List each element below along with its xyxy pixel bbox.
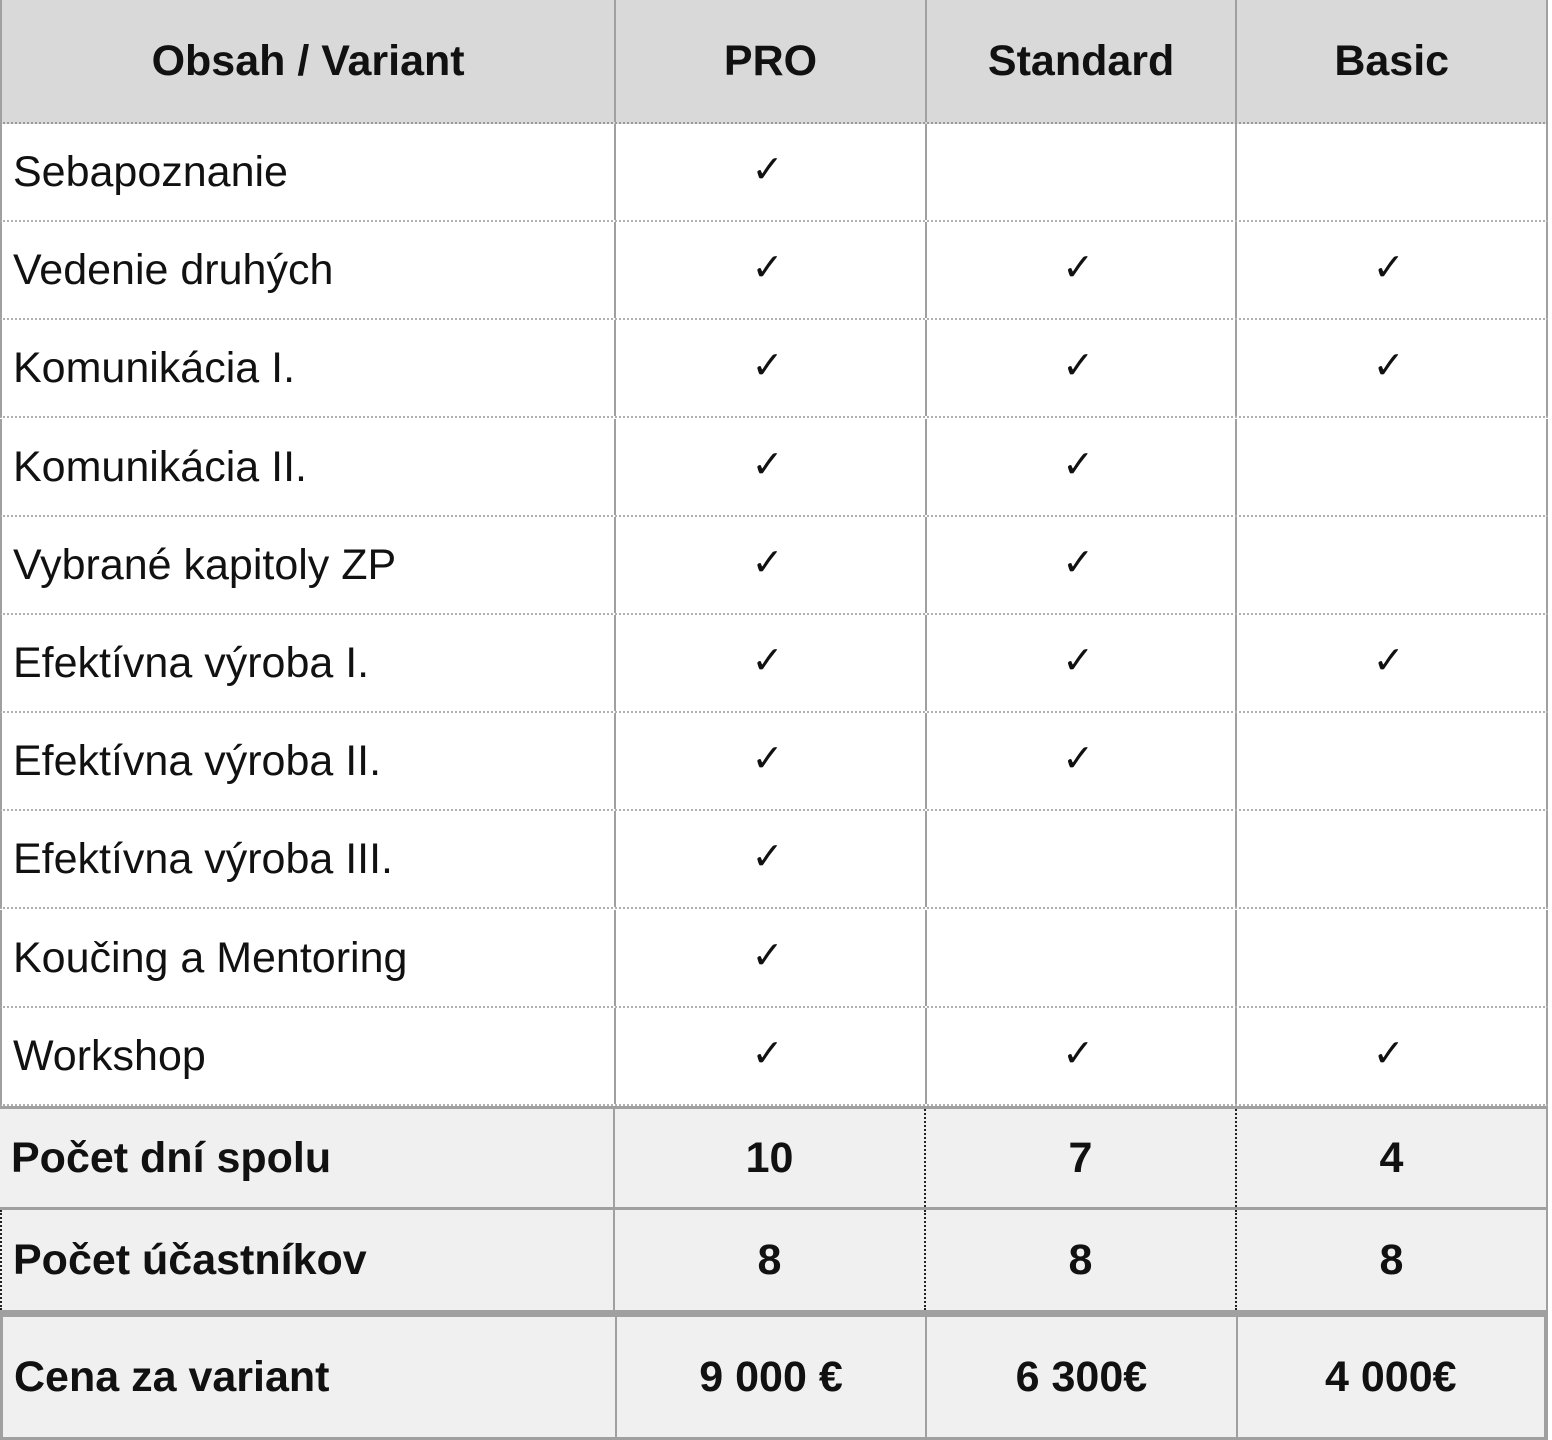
row-label: Sebapoznanie xyxy=(2,124,616,220)
participants-row xyxy=(0,1210,1548,1314)
participants-pro: 8 xyxy=(615,1210,926,1310)
header-pro: PRO xyxy=(616,0,927,122)
checkmark-icon: ✓ xyxy=(1062,1031,1095,1075)
table-row xyxy=(0,713,1548,811)
checkmark-icon: ✓ xyxy=(751,147,784,191)
checkmark-icon: ✓ xyxy=(1372,1031,1405,1075)
row-label: Efektívna výroba II. xyxy=(2,713,616,809)
cell-standard xyxy=(927,124,1238,220)
cell-pro xyxy=(616,124,927,220)
cell-standard xyxy=(927,419,1238,515)
cell-pro xyxy=(616,811,927,907)
checkmark-icon: ✓ xyxy=(751,638,784,682)
cell-standard xyxy=(927,811,1238,907)
checkmark-icon: ✓ xyxy=(1062,245,1095,289)
checkmark-icon: ✓ xyxy=(751,1031,784,1075)
cell-pro xyxy=(616,419,927,515)
cell-pro xyxy=(616,517,927,613)
cell-basic xyxy=(1237,910,1548,1006)
checkmark-icon: ✓ xyxy=(1372,343,1405,387)
table-row xyxy=(0,517,1548,615)
row-label: Vybrané kapitoly ZP xyxy=(2,517,616,613)
table-row xyxy=(0,124,1548,222)
cell-standard xyxy=(927,222,1238,318)
row-label: Efektívna výroba I. xyxy=(2,615,616,711)
checkmark-icon: ✓ xyxy=(1062,540,1095,584)
checkmark-icon: ✓ xyxy=(1372,638,1405,682)
table-row xyxy=(0,910,1548,1008)
cell-basic xyxy=(1237,517,1548,613)
checkmark-icon: ✓ xyxy=(751,736,784,780)
cell-standard xyxy=(927,910,1238,1006)
price-pro: 9 000 € xyxy=(617,1317,927,1437)
checkmark-icon: ✓ xyxy=(1062,343,1095,387)
price-row xyxy=(0,1314,1548,1440)
cell-basic xyxy=(1237,222,1548,318)
checkmark-icon: ✓ xyxy=(751,933,784,977)
row-label: Komunikácia II. xyxy=(2,419,616,515)
row-label: Vedenie druhých xyxy=(2,222,616,318)
row-label: Efektívna výroba III. xyxy=(2,811,616,907)
days-total-label: Počet dní spolu xyxy=(0,1109,615,1207)
table-row xyxy=(0,811,1548,909)
header-basic: Basic xyxy=(1237,0,1548,122)
checkmark-icon: ✓ xyxy=(1062,442,1095,486)
cell-standard xyxy=(927,320,1238,416)
checkmark-icon: ✓ xyxy=(751,540,784,584)
row-label: Workshop xyxy=(2,1008,616,1104)
days-pro: 10 xyxy=(615,1109,926,1207)
cell-basic xyxy=(1237,811,1548,907)
table-row xyxy=(0,320,1548,418)
table-header-row xyxy=(0,0,1548,124)
checkmark-icon: ✓ xyxy=(751,442,784,486)
participants-standard: 8 xyxy=(926,1210,1237,1310)
days-basic: 4 xyxy=(1237,1109,1548,1207)
cell-basic xyxy=(1237,419,1548,515)
cell-standard xyxy=(927,1008,1238,1104)
cell-pro xyxy=(616,222,927,318)
cell-basic xyxy=(1237,124,1548,220)
cell-basic xyxy=(1237,713,1548,809)
days-standard: 7 xyxy=(926,1109,1237,1207)
checkmark-icon: ✓ xyxy=(751,245,784,289)
cell-basic xyxy=(1237,320,1548,416)
row-label: Komunikácia I. xyxy=(2,320,616,416)
checkmark-icon: ✓ xyxy=(1062,736,1095,780)
participants-basic: 8 xyxy=(1237,1210,1548,1310)
checkmark-icon: ✓ xyxy=(1062,638,1095,682)
row-label: Koučing a Mentoring xyxy=(2,910,616,1006)
table-row xyxy=(0,615,1548,713)
price-basic: 4 000€ xyxy=(1238,1317,1548,1437)
participants-label: Počet účastníkov xyxy=(0,1210,615,1310)
cell-pro xyxy=(616,1008,927,1104)
price-standard: 6 300€ xyxy=(927,1317,1237,1437)
checkmark-icon: ✓ xyxy=(1372,245,1405,289)
days-total-row xyxy=(0,1106,1548,1210)
price-label: Cena za variant xyxy=(3,1317,617,1437)
cell-pro xyxy=(616,910,927,1006)
cell-standard xyxy=(927,713,1238,809)
table-row xyxy=(0,419,1548,517)
cell-standard xyxy=(927,615,1238,711)
cell-standard xyxy=(927,517,1238,613)
checkmark-icon: ✓ xyxy=(751,343,784,387)
cell-basic xyxy=(1237,1008,1548,1104)
table-row xyxy=(0,222,1548,320)
checkmark-icon: ✓ xyxy=(751,834,784,878)
cell-pro xyxy=(616,320,927,416)
cell-basic xyxy=(1237,615,1548,711)
table-row xyxy=(0,1008,1548,1106)
header-standard: Standard xyxy=(927,0,1238,122)
cell-pro xyxy=(616,615,927,711)
header-content-variant: Obsah / Variant xyxy=(2,0,616,122)
cell-pro xyxy=(616,713,927,809)
